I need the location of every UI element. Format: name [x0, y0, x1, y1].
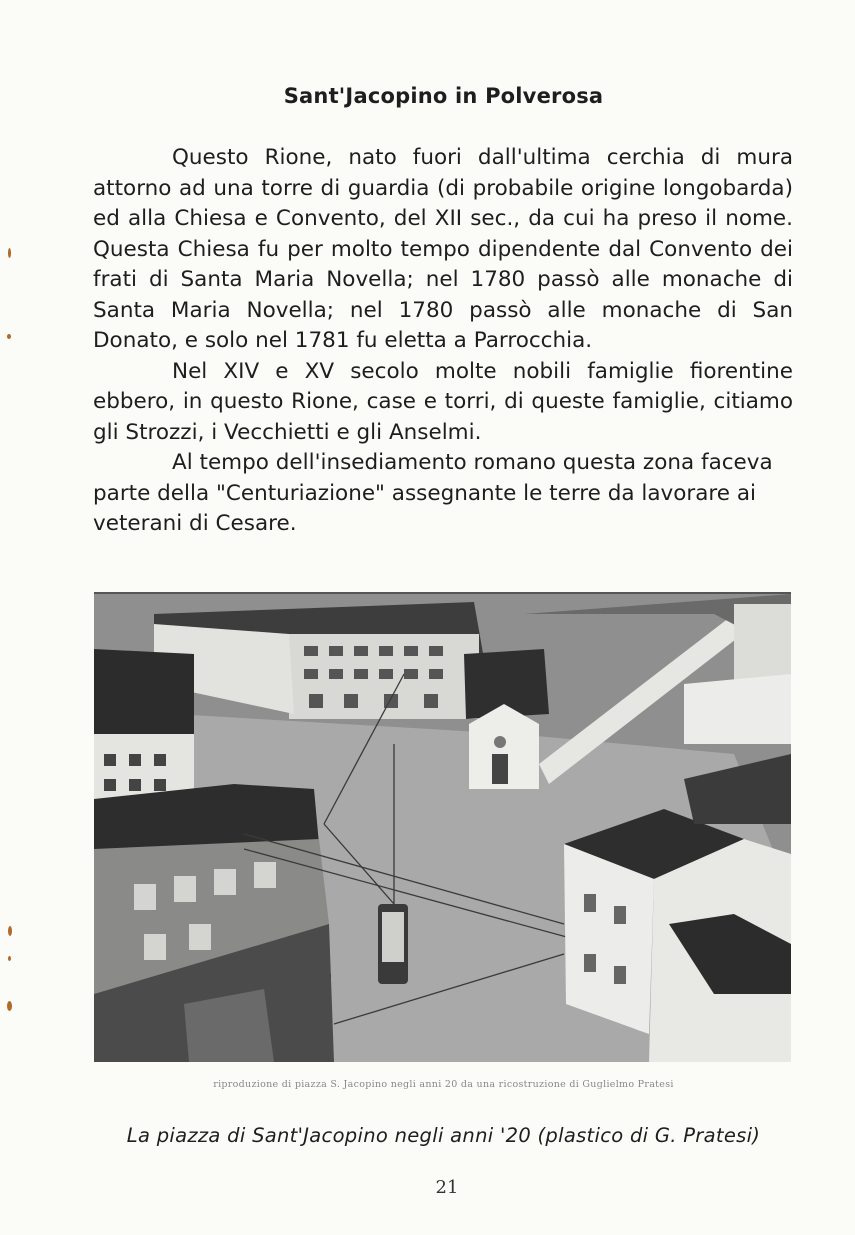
page-number: 21: [435, 1177, 459, 1198]
scan-speck: [8, 956, 11, 961]
body-text: [93, 143, 793, 540]
diorama-illustration: [94, 594, 791, 1062]
page-title: Sant'Jacopino in Polverosa: [283, 84, 604, 108]
scan-speck: [7, 1001, 12, 1011]
scan-speck: [8, 926, 12, 936]
paragraph-2: Nel XIV e XV secolo molte nobili famiglie fiorentine ebbero, in questo Rione, case e torri, di queste famiglie, citiamo gli Strozzi, i Vecchietti e gli Anselmi.: [93, 358, 793, 445]
diorama-photo: [94, 592, 791, 1062]
photo-caption: La piazza di Sant'Jacopino negli anni '20 (plastico di G. Pratesi): [126, 1124, 761, 1147]
paragraph-3: Al tempo dell'insediamento romano questa zona faceva parte della "Centuriazione" assegnante le terre da lavorare ai veterani di Cesare.: [93, 450, 773, 536]
paragraph-1: Questo Rione, nato fuori dall'ultima cerchia di mura attorno ad una torre di guardia (di probabile origine longobarda) ed alla Chiesa e Convento, del XII sec., da cui ha preso il nome. Questa Chiesa fu per molto tempo dipendente dal Convento dei frati di Santa Maria Novella; nel 1780 passò alle monache di Santa Maria Novella; nel 1780 passò alle monache di San Donato, e solo nel 1781 fu eletta a Parrocchia.: [93, 145, 793, 353]
photo-credit: riproduzione di piazza S. Jacopino negli anni 20 da una ricostruzione di Guglielmo Pratesi: [213, 1079, 674, 1090]
scan-speck: [8, 248, 11, 258]
scan-speck: [7, 334, 11, 339]
